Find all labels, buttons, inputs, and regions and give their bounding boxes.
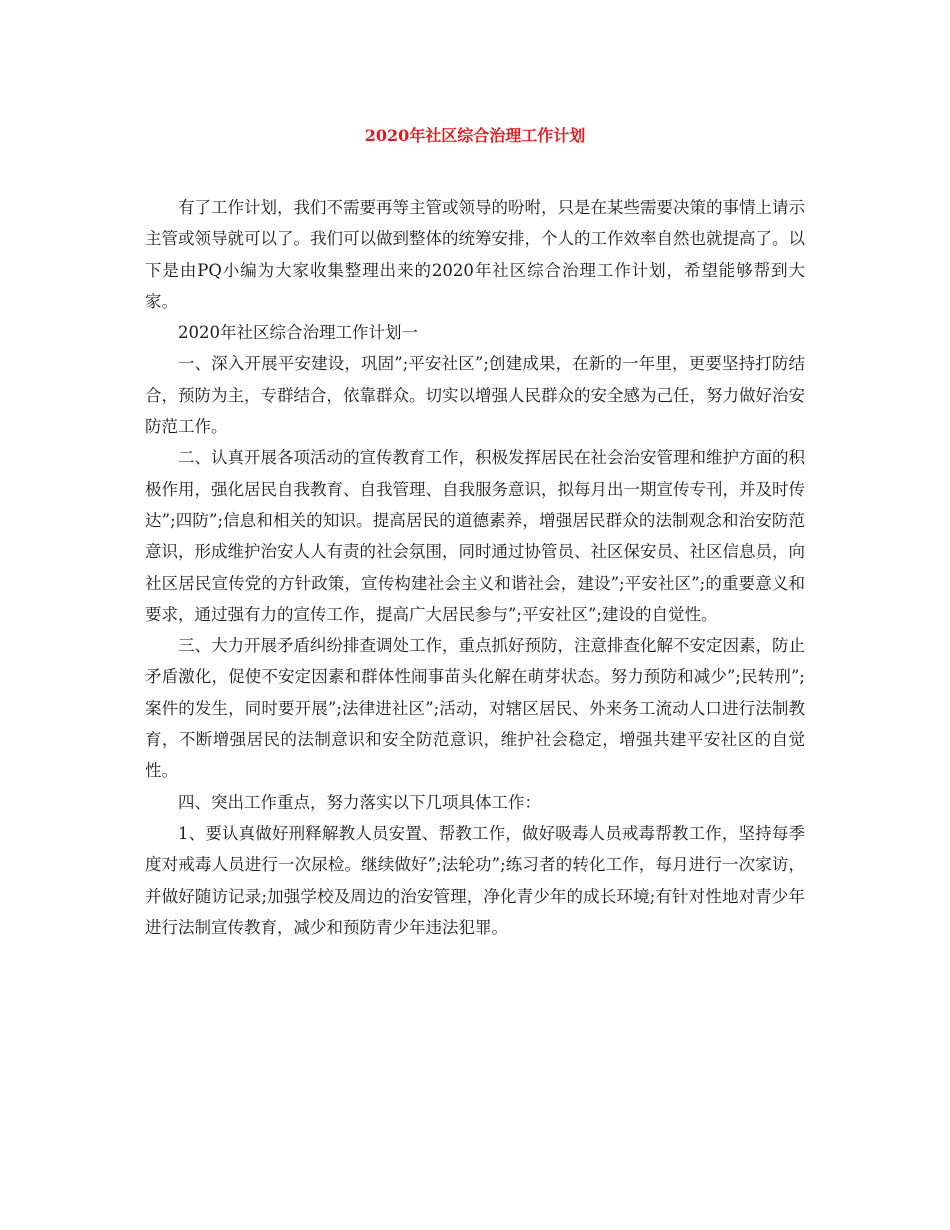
document-body [145, 192, 805, 943]
paragraph-item-1: 1、要认真做好刑释解教人员安置、帮教工作，做好吸毒人员戒毒帮教工作，坚持每季度对戒毒人员进行一次尿检。继续做好”;法轮功”;练习者的转化工作，每月进行一次家访，并做好随访记录;加强学校及周边的治安管理，净化青少年的成长环境;有针对性地对青少年进行法制宣传教育，减少和预防青少年违法犯罪。 [145, 823, 805, 937]
paragraph-section-1: 一、深入开展平安建设，巩固”;平安社区”;创建成果，在新的一年里，更要坚持打防结合，预防为主，专群结合，依靠群众。切实以增强人民群众的安全感为己任，努力做好治安防范工作。 [145, 354, 805, 437]
paragraph-section-2: 二、认真开展各项活动的宣传教育工作，积极发挥居民在社会治安管理和维护方面的积极作用，强化居民自我教育、自我管理、自我服务意识，拟每月出一期宣传专刊，并及时传达”;四防”;信息和相关的知识。提高居民的道德素养，增强居民群众的法制观念和治安防范意识，形成维护治安人人有责的社会氛围，同时通过协管员、社区保安员、社区信息员，向社区居民宣传党的方针政策，宣传构建社会主义和谐社会，建设”;平安社区”;的重要意义和要求，通过强有力的宣传工作，提高广大居民参与”;平安社区”;建设的自觉性。 [145, 448, 805, 624]
paragraph-plan-heading: 2020年社区综合治理工作计划一 [178, 323, 418, 343]
document-title: 2020年社区综合治理工作计划 [364, 126, 586, 145]
paragraph-intro: 有了工作计划，我们不需要再等主管或领导的吩咐，只是在某些需要决策的事情上请示主管或领导就可以了。我们可以做到整体的统筹安排，个人的工作效率自然也就提高了。以下是由PQ小编为大家收集整理出来的2020年社区综合治理工作计划，希望能够帮到大家。 [145, 198, 805, 311]
paragraph-section-4: 四、突出工作重点，努力落实以下几项具体工作： [178, 792, 541, 812]
paragraph-section-3: 三、大力开展矛盾纠纷排查调处工作，重点抓好预防，注意排查化解不安定因素，防止矛盾激化，促使不安定因素和群体性闹事苗头化解在萌芽状态。努力预防和减少”;民转刑”;案件的发生，同时要开展”;法律进社区”;活动，对辖区居民、外来务工流动人口进行法制教育，不断增强居民的法制意识和安全防范意识，维护社会稳定，增强共建平安社区的自觉性。 [145, 636, 805, 781]
